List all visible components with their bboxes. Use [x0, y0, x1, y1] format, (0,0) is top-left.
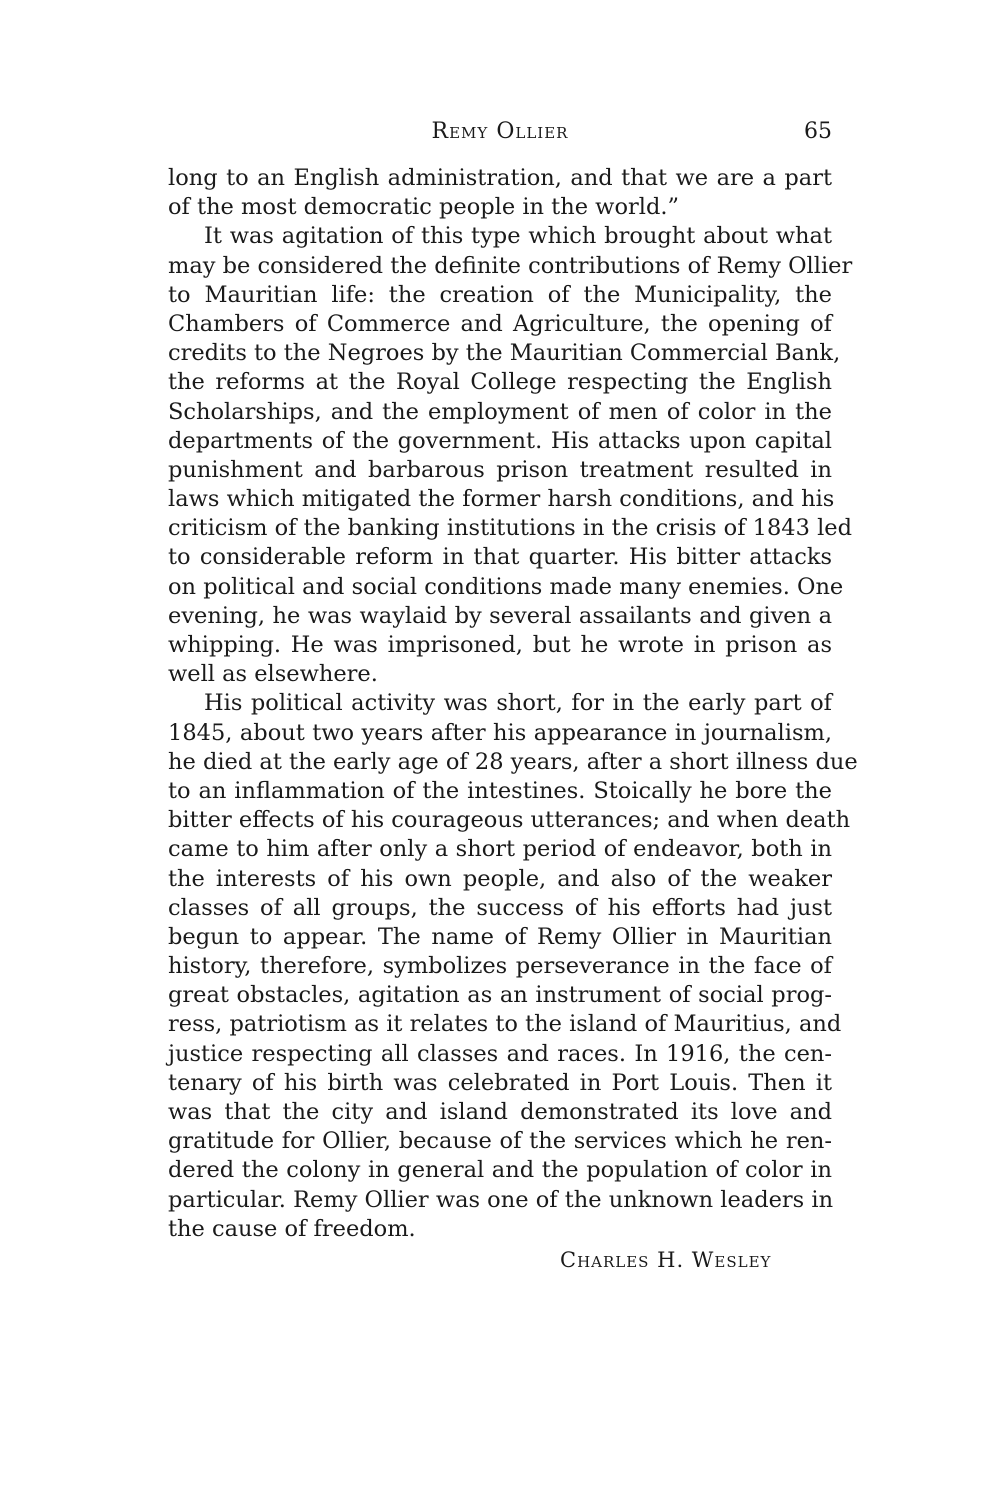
- text-line: tenary of his birth was celebrated in Port Louis. Then it: [168, 1069, 832, 1096]
- running-title: Remy Ollier: [431, 119, 569, 144]
- text-line: to Mauritian life: the creation of the Municipality, the: [168, 281, 832, 308]
- text-line: justice respecting all classes and races. In 1916, the cen-: [168, 1040, 832, 1067]
- text-line: laws which mitigated the former harsh conditions, and his: [168, 486, 835, 513]
- text-line: ress, patriotism as it relates to the island of Mauritius, and: [168, 1011, 842, 1038]
- text-line: gratitude for Ollier, because of the services which he ren-: [168, 1128, 832, 1155]
- text-line: dered the colony in general and the population of color in: [168, 1157, 832, 1184]
- text-line: It was agitation of this type which brought about what: [204, 223, 832, 250]
- text-line: Scholarships, and the employment of men of color in the: [168, 398, 832, 425]
- text-line: he died at the early age of 28 years, after a short illness due: [168, 748, 858, 775]
- text-line: well as elsewhere.: [168, 661, 378, 688]
- text-line: great obstacles, agitation as an instrument of social prog-: [168, 982, 832, 1009]
- text-line: may be considered the definite contributions of Remy Ollier: [168, 252, 853, 279]
- running-header: [168, 117, 832, 147]
- text-line: punishment and barbarous prison treatment resulted in: [168, 456, 832, 483]
- text-line: the reforms at the Royal College respecting the English: [168, 369, 832, 396]
- text-line: whipping. He was imprisoned, but he wrote in prison as: [168, 632, 832, 658]
- body-text: [168, 164, 858, 1244]
- text-line: criticism of the banking institutions in the crisis of 1843 led: [168, 515, 852, 542]
- author-signature: Charles H. Wesley: [560, 1248, 772, 1272]
- text-line: evening, he was waylaid by several assailants and given a: [168, 602, 832, 629]
- text-line: on political and social conditions made many enemies. One: [168, 573, 844, 600]
- page-number: 65: [804, 119, 832, 144]
- text-line: to considerable reform in that quarter. His bitter attacks: [168, 544, 832, 571]
- text-line: to an inflammation of the intestines. Stoically he bore the: [168, 777, 832, 804]
- text-line: His political activity was short, for in the early part of: [204, 690, 832, 717]
- text-line: bitter effects of his courageous utterances; and when death: [168, 807, 851, 834]
- text-line: Chambers of Commerce and Agriculture, the opening of: [168, 310, 832, 337]
- text-line: 1845, about two years after his appearance in journalism,: [168, 719, 832, 746]
- text-line: classes of all groups, the success of his efforts had just: [168, 894, 832, 921]
- text-line: long to an English administration, and that we are a part: [168, 165, 832, 191]
- text-line: credits to the Negroes by the Mauritian Commercial Bank,: [168, 340, 841, 367]
- text-line: the cause of freedom.: [168, 1215, 416, 1242]
- text-line: particular. Remy Ollier was one of the unknown leaders in: [168, 1186, 834, 1213]
- text-line: begun to appear. The name of Remy Ollier in Mauritian: [168, 923, 832, 950]
- text-line: was that the city and island demonstrated its love and: [168, 1099, 832, 1125]
- text-line: came to him after only a short period of endeavor, both in: [168, 836, 832, 863]
- text-line: of the most democratic people in the world.”: [168, 194, 679, 221]
- text-line: departments of the government. His attacks upon capital: [168, 427, 832, 454]
- text-line: history, therefore, symbolizes perseverance in the face of: [168, 953, 832, 980]
- text-line: the interests of his own people, and also of the weaker: [168, 865, 832, 892]
